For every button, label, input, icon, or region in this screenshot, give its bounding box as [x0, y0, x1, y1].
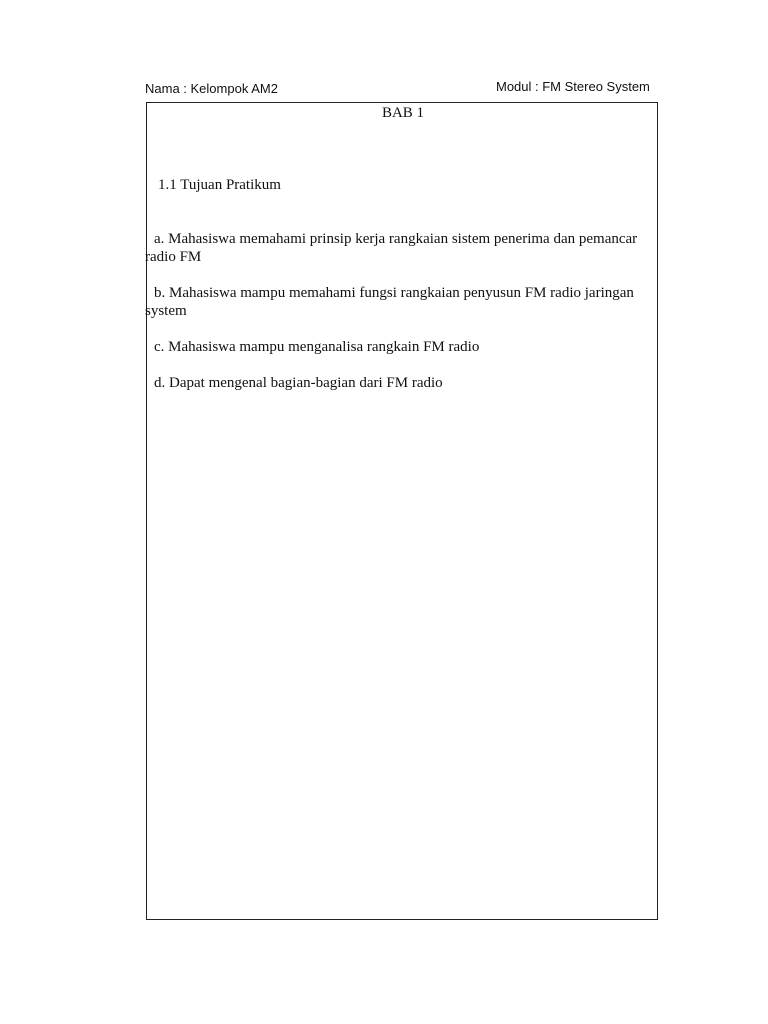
objective-line: d. Dapat mengenal bagian-bagian dari FM radio — [154, 375, 443, 391]
objective-line-continued: radio FM — [145, 249, 202, 265]
objective-line: a. Mahasiswa memahami prinsip kerja rangkaian sistem penerima dan pemancar — [154, 231, 638, 247]
objective-line: c. Mahasiswa mampu menganalisa rangkain FM radio — [154, 339, 480, 355]
objective-line-continued: system — [145, 303, 187, 319]
section-title: 1.1 Tujuan Pratikum — [158, 177, 281, 193]
chapter-title: BAB 1 — [381, 105, 425, 121]
objective-item-b — [145, 284, 657, 320]
content-frame — [146, 102, 658, 920]
header-name-label: Nama : Kelompok AM2 — [145, 81, 278, 96]
header-module-label: Modul : FM Stereo System — [496, 79, 650, 94]
objective-item-d — [145, 374, 657, 392]
objective-item-a — [145, 230, 657, 266]
objective-line: b. Mahasiswa mampu memahami fungsi rangkaian penyusun FM radio jaringan — [154, 285, 634, 301]
objective-item-c — [145, 338, 657, 356]
